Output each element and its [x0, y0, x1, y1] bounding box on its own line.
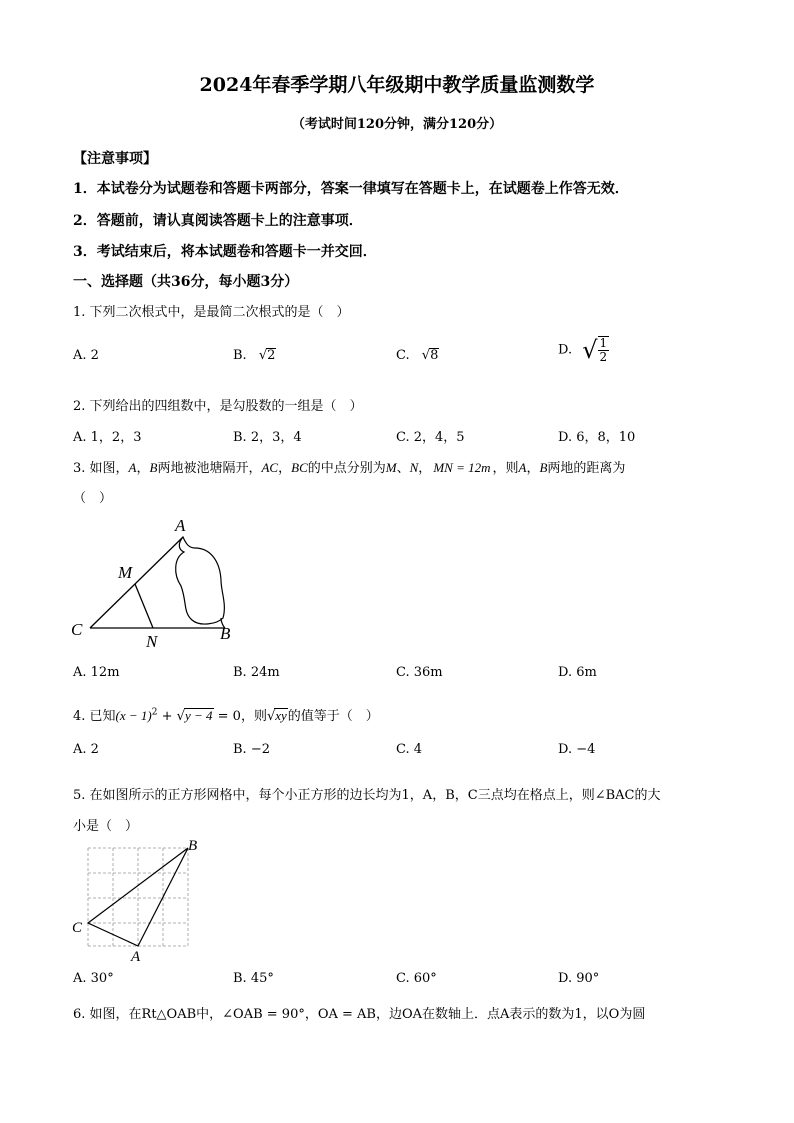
segment-mn [135, 584, 153, 628]
q2-stem: 2. 下列给出的四组数中，是勾股数的一组是（ ） [73, 399, 363, 414]
q1-option-c [396, 348, 439, 363]
triangle-abc [88, 848, 188, 946]
q1-option-b [233, 348, 276, 363]
sqrt-icon: √ [421, 348, 431, 363]
q3-point-b: B [539, 460, 548, 475]
q3-sep: ， [526, 461, 540, 476]
q2-option-b: B. 2，3，4 [233, 430, 302, 445]
q5-option-d: D. 90° [558, 971, 600, 986]
q4-option-a: A. 2 [73, 742, 99, 757]
q5-option-a: A. 30° [73, 971, 114, 986]
q3-point-m: M [385, 460, 397, 475]
sqrt-icon: √ [258, 348, 268, 363]
q3-option-a: A. 12m [73, 665, 120, 680]
q4-equals: = 0 [213, 709, 241, 724]
q3-sep: ， [418, 461, 432, 476]
notice-heading: 【注意事项】 [73, 151, 157, 167]
q1-option-d-fraction [598, 336, 610, 363]
q4-stem-text: 4. 已知 [73, 709, 116, 724]
q3-stem [73, 457, 625, 476]
sqrt-icon: √ [176, 709, 185, 724]
label-b: B [220, 624, 231, 643]
q5-stem-line-1: 5. 在如图所示的正方形网格中，每个小正方形的边长均为1，A，B，C三点均在格点上，则∠BAC的大 [73, 788, 661, 803]
label-c: C [71, 620, 83, 639]
q4-option-b: B. −2 [233, 742, 270, 757]
q3-option-b: B. 24m [233, 665, 280, 680]
q4-stem-text: ，则 [240, 709, 267, 724]
q4-expression: (x − 1) [115, 708, 152, 723]
q4-stem [73, 705, 379, 724]
notice-item-2: 2．答题前，请认真阅读答题卡上的注意事项． [73, 213, 363, 229]
fraction-numerator: 1 [599, 336, 608, 351]
q4-exponent: 2 [151, 707, 158, 718]
q3-option-c: C. 36m [396, 665, 443, 680]
q3-sep: ， [136, 461, 150, 476]
q1-option-c-radicand: 8 [430, 348, 439, 363]
exam-subtitle: （考试时间120分钟，满分120分） [291, 117, 503, 132]
fraction-denominator: 2 [599, 350, 608, 364]
label-b: B [188, 838, 198, 854]
q4-plus: + [157, 709, 177, 724]
q3-segment-ac: AC [261, 460, 279, 475]
q4-radicand-2: xy [275, 708, 287, 723]
q3-option-d: D. 6m [558, 665, 597, 680]
section-heading: 一、选择题（共36分，每小题3分） [73, 274, 299, 290]
q3-stem-text: 的中点分别为 [307, 461, 386, 476]
q3-figure [65, 512, 250, 652]
sqrt-icon: √ [582, 336, 598, 364]
q3-point-a: A [128, 460, 137, 475]
label-n: N [146, 632, 158, 651]
label-c: C [72, 920, 83, 936]
q5-option-b: B. 45° [233, 971, 274, 986]
q3-stem-text: ，则 [492, 461, 519, 476]
label-m: M [118, 563, 133, 582]
q3-answer-paren: （ ） [73, 491, 113, 506]
q3-point-n: N [409, 460, 419, 475]
q1-stem: 1. 下列二次根式中，是最简二次根式的是（ ） [73, 305, 350, 320]
q3-stem-text: 两地被池塘隔开， [157, 461, 262, 476]
pond-shape [176, 537, 225, 624]
q1-option-c-label: C. [396, 348, 410, 363]
q1-option-a: A. 2 [73, 348, 99, 363]
q5-stem-line-2: 小是（ ） [73, 819, 139, 834]
q4-stem-text: 的值等于（ ） [287, 709, 379, 724]
q2-option-d: D. 6，8，10 [558, 430, 636, 445]
q1-option-b-label: B. [233, 348, 247, 363]
notice-item-1: 1．本试卷分为试题卷和答题卡两部分，答案一律填写在答题卡上，在试题卷上作答无效． [73, 181, 629, 197]
page-title: 2024年春季学期八年级期中教学质量监测数学 [199, 74, 595, 96]
q3-sep: ， [278, 461, 292, 476]
q3-point-a: A [518, 460, 527, 475]
q2-option-a: A. 1，2，3 [73, 430, 142, 445]
q6-stem: 6. 如图，在Rt△OAB中，∠OAB = 90°，OA = AB，边OA在数轴上．点A表示的数为1，以O为圆 [73, 1007, 646, 1022]
q3-segment-bc: BC [291, 460, 308, 475]
q5-option-c: C. 60° [396, 971, 437, 986]
q3-stem-text: 3. 如图， [73, 461, 129, 476]
q1-option-d [558, 336, 609, 364]
q3-point-b: B [149, 460, 158, 475]
q4-option-d: D. −4 [558, 742, 596, 757]
label-a: A [175, 516, 186, 535]
label-a: A [131, 949, 141, 964]
dashed-grid [88, 848, 188, 946]
q3-stem-text: 两地的距离为 [547, 461, 626, 476]
q3-mn-length: MN = 12m [433, 460, 491, 475]
sqrt-icon: √ [266, 709, 276, 724]
q2-option-c: C. 2，4，5 [396, 430, 465, 445]
q1-option-d-label: D. [558, 342, 573, 358]
q3-sep: 、 [396, 461, 410, 476]
q4-option-c: C. 4 [396, 742, 423, 757]
q4-radicand-1: y − 4 [184, 708, 213, 723]
q5-grid-figure [68, 836, 208, 964]
segment-ca [90, 537, 183, 628]
notice-item-3: 3．考试结束后，将本试题卷和答题卡一并交回． [73, 244, 377, 260]
q1-option-b-radicand: 2 [267, 348, 276, 363]
